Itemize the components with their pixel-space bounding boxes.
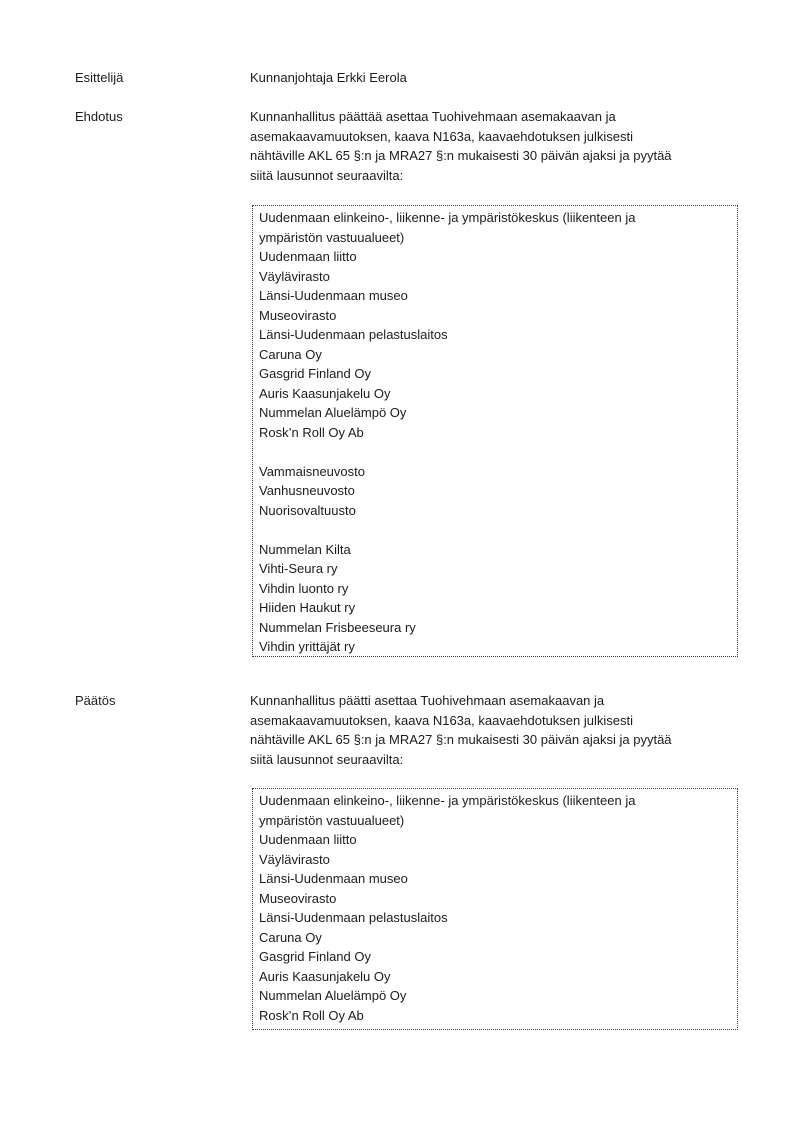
recipient-line: Museovirasto (259, 890, 337, 906)
paragraph-line: siitä lausunnot seuraavilta: (250, 751, 404, 767)
recipient-line: Vammaisneuvosto (259, 463, 365, 479)
recipient-line (259, 442, 733, 462)
recipient-line: Väylävirasto (259, 268, 330, 284)
ehdotus-paragraph (250, 107, 750, 185)
ehdotus-label: Ehdotus (75, 109, 123, 124)
paatos-recipients-box (252, 788, 738, 1030)
recipient-line: Caruna Oy (259, 929, 322, 945)
recipient-line: Hiiden Haukut ry (259, 600, 356, 615)
esittelija-value: Kunnanjohtaja Erkki Eerola (250, 70, 407, 85)
recipient-line: Rosk’n Roll Oy Ab (259, 424, 364, 440)
recipient-line: Caruna Oy (259, 346, 322, 362)
recipient-line: Gasgrid Finland Oy (259, 949, 371, 964)
recipient-line (259, 520, 733, 540)
recipient-line: Nuorisovaltuusto (259, 502, 356, 518)
recipient-line: Länsi-Uudenmaan pelastuslaitos (259, 910, 448, 925)
recipient-line: Uudenmaan elinkeino-, liikenne- ja ympäristökeskus (liikenteen ja (259, 793, 636, 808)
ehdotus-recipients-box (252, 205, 738, 657)
paragraph-line: Kunnanhallitus päätti asettaa Tuohivehmaan asemakaavan ja (250, 693, 605, 708)
recipient-line: Nummelan Frisbeeseura ry (259, 619, 416, 635)
recipient-line: Uudenmaan liitto (259, 832, 357, 847)
recipient-line: Vihdin luonto ry (259, 580, 349, 596)
recipient-line: Nummelan Aluelämpö Oy (259, 988, 407, 1003)
paragraph-line: siitä lausunnot seuraavilta: (250, 167, 404, 183)
recipient-line: Vihti-Seura ry (259, 561, 338, 576)
paragraph-line: nähtäville AKL 65 §:n ja MRA27 §:n mukaisesti 30 päivän ajaksi ja pyytää (250, 732, 672, 747)
paatos-paragraph (250, 691, 750, 769)
recipient-line: Auris Kaasunjakelu Oy (259, 968, 391, 984)
recipient-line: Vanhusneuvosto (259, 483, 355, 498)
esittelija-label: Esittelijä (75, 70, 124, 85)
recipient-line: Rosk’n Roll Oy Ab (259, 1007, 364, 1023)
paragraph-line: asemakaavamuutoksen, kaava N163a, kaavaehdotuksen julkisesti (250, 128, 634, 144)
recipient-line: ympäristön vastuualueet) (259, 229, 405, 245)
recipient-line: Nummelan Aluelämpö Oy (259, 405, 407, 420)
recipient-line: Nummelan Kilta (259, 541, 351, 557)
recipient-line: Museovirasto (259, 307, 337, 323)
recipient-line: Uudenmaan elinkeino-, liikenne- ja ympäristökeskus (liikenteen ja (259, 210, 636, 225)
paatos-label: Päätös (75, 693, 116, 708)
paragraph-line: Kunnanhallitus päättää asettaa Tuohivehmaan asemakaavan ja (250, 109, 616, 124)
recipient-line: Gasgrid Finland Oy (259, 366, 371, 381)
recipient-line: Länsi-Uudenmaan museo (259, 288, 408, 303)
recipient-line: Uudenmaan liitto (259, 249, 357, 264)
recipient-line: Vihdin yrittäjät ry (259, 639, 355, 654)
recipient-line: Auris Kaasunjakelu Oy (259, 385, 391, 401)
paragraph-line: asemakaavamuutoksen, kaava N163a, kaavaehdotuksen julkisesti (250, 712, 634, 728)
recipient-line: Länsi-Uudenmaan pelastuslaitos (259, 327, 448, 342)
recipient-line: ympäristön vastuualueet) (259, 812, 405, 828)
recipient-line: Väylävirasto (259, 851, 330, 867)
recipient-line: Länsi-Uudenmaan museo (259, 871, 408, 886)
paragraph-line: nähtäville AKL 65 §:n ja MRA27 §:n mukaisesti 30 päivän ajaksi ja pyytää (250, 148, 672, 163)
